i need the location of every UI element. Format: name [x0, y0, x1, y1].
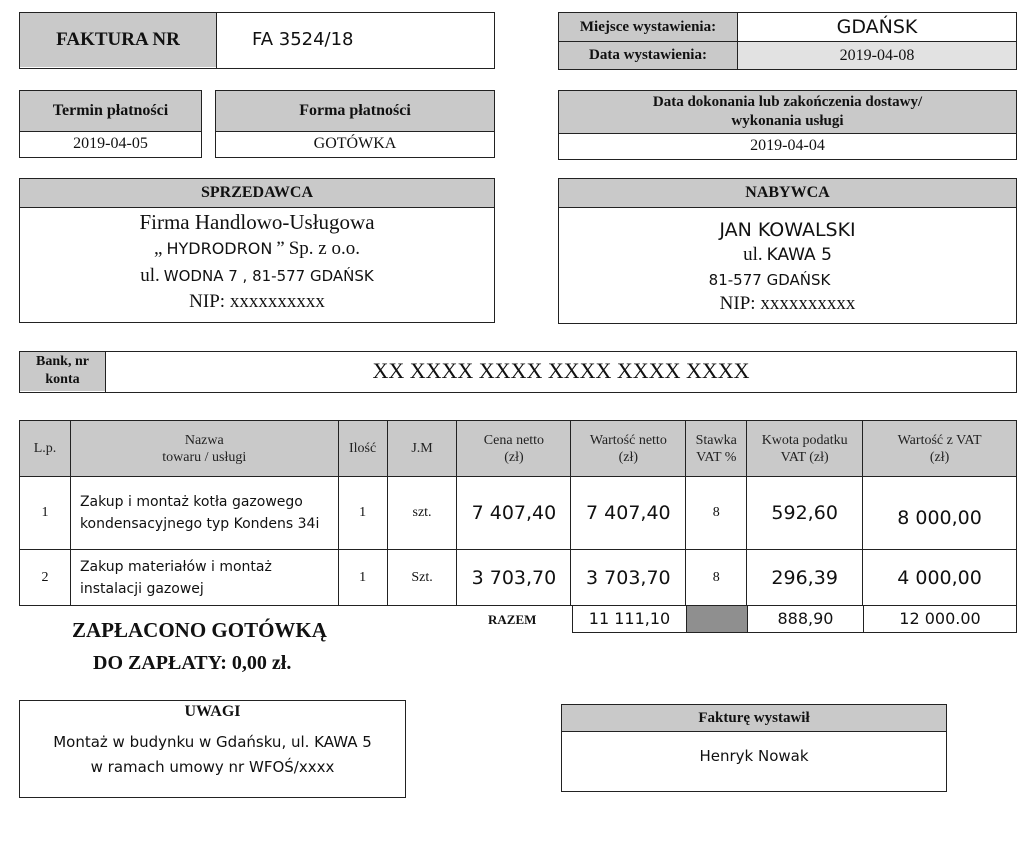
- total-vat: 888,90: [747, 605, 864, 633]
- header-gross: [863, 421, 1017, 477]
- row-name-line2: kondensacyjnego typ Kondens 34i: [79, 516, 320, 532]
- header-qty: Ilość: [338, 421, 387, 477]
- header-vat-amount-line2: VAT (zł): [780, 449, 829, 465]
- delivery-date-label: [559, 91, 1016, 133]
- seller-box: [19, 178, 495, 323]
- row-gross: 4 000,00: [863, 550, 1017, 606]
- row-net-price: 7 407,40: [457, 477, 571, 550]
- payment-due-box: [19, 90, 202, 158]
- notes-label: UWAGI: [184, 703, 241, 720]
- total-net: 11 111,10: [572, 605, 687, 633]
- bank-label-line1: Bank, nr: [36, 354, 89, 369]
- row-net-value: 7 407,40: [571, 477, 686, 550]
- notes-line2: w ramach umowy nr WFOŚ/xxxx: [90, 758, 335, 776]
- bank-account-box: [19, 351, 1017, 393]
- row-unit: szt.: [387, 477, 457, 550]
- buyer-label: NABYWCA: [559, 179, 1016, 207]
- header-gross-line2: (zł): [929, 449, 950, 465]
- buyer-city: 81-577 GDAŃSK: [708, 271, 831, 289]
- buyer-street: KAWA 5: [766, 245, 832, 265]
- header-vat-amount-line1: Kwota podatku: [761, 432, 848, 448]
- header-name: [70, 421, 338, 477]
- payment-due-label: Termin płatności: [20, 91, 201, 131]
- notes-line1: Montaż w budynku w Gdańsku, ul. KAWA 5: [53, 733, 372, 751]
- seller-street: WODNA 7 , 81-577 GDAŃSK: [163, 267, 374, 285]
- delivery-label-line1: Data dokonania lub zakończenia dostawy/: [652, 94, 923, 110]
- issue-date-label: Data wystawienia:: [559, 42, 737, 69]
- row-lp: 2: [20, 550, 71, 606]
- header-name-line1: Nazwa: [184, 432, 224, 448]
- payment-due-value: 2019-04-05: [73, 135, 148, 152]
- row-vat-amount: 592,60: [747, 477, 863, 550]
- bank-label: [20, 352, 105, 391]
- header-net-price-line2: (zł): [504, 449, 524, 465]
- notes-box: [19, 700, 406, 798]
- issue-place-label: Miejsce wystawienia:: [559, 13, 737, 41]
- bank-label-line2: konta: [45, 372, 80, 387]
- row-name-line1: Zakup materiałów i montaż: [79, 558, 272, 575]
- header-net-value-line2: (zł): [618, 449, 639, 465]
- header-name-line2: towaru / usługi: [162, 449, 247, 465]
- header-net-price: [457, 421, 571, 477]
- row-net-value: 3 703,70: [571, 550, 686, 606]
- row-gross: 8 000,00: [863, 477, 1017, 550]
- paid-in-cash-text: ZAPŁACONO GOTÓWKĄ: [72, 618, 327, 642]
- payment-form-label: Forma płatności: [216, 91, 494, 131]
- bank-account-number: XX XXXX XXXX XXXX XXXX XXXX: [372, 358, 750, 383]
- seller-quote-open: „: [154, 238, 163, 259]
- buyer-street-prefix: ul.: [743, 244, 763, 265]
- seller-name-line1: Firma Handlowo-Usługowa: [139, 210, 375, 234]
- seller-street-prefix: ul.: [140, 265, 160, 286]
- row-unit: Szt.: [387, 550, 457, 606]
- header-vat-rate-line1: Stawka: [695, 432, 737, 448]
- row-name-line1: Zakup i montaż kotła gazowego: [79, 494, 303, 510]
- row-net-price: 3 703,70: [457, 550, 571, 606]
- table-row: [20, 550, 1017, 606]
- header-unit: J.M: [387, 421, 457, 477]
- header-vat-rate-line2: VAT %: [696, 449, 737, 465]
- row-qty: 1: [338, 477, 387, 550]
- seller-label: SPRZEDAWCA: [20, 179, 494, 207]
- header-vat-amount: [747, 421, 863, 477]
- delivery-date-value: 2019-04-04: [750, 137, 825, 154]
- amount-due-text: DO ZAPŁATY: 0,00 zł.: [93, 652, 292, 674]
- header-lp: L.p.: [20, 421, 71, 477]
- table-header-row: [20, 421, 1017, 477]
- row-vat-amount: 296,39: [747, 550, 863, 606]
- buyer-nip: NIP: xxxxxxxxxx: [719, 293, 856, 314]
- header-vat-rate: [686, 421, 747, 477]
- row-vat-rate: 8: [686, 477, 747, 550]
- issue-date-value: 2019-04-08: [738, 42, 1016, 69]
- total-gross: 12 000.00: [863, 605, 1017, 633]
- header-net-value-line1: Wartość netto: [589, 432, 667, 448]
- table-row: [20, 477, 1017, 550]
- header-gross-line1: Wartość z VAT: [897, 432, 982, 448]
- row-lp: 1: [20, 477, 71, 550]
- payment-form-box: [215, 90, 495, 158]
- total-label: RAZEM: [488, 612, 537, 627]
- header-net-value: [571, 421, 686, 477]
- row-name-line2: instalacji gazowej: [79, 580, 204, 597]
- row-name: [70, 550, 338, 606]
- issue-place-date-box: [558, 12, 1017, 70]
- seller-quote-close: ”: [276, 238, 285, 259]
- row-name: [70, 477, 338, 550]
- payment-form-value: GOTÓWKA: [313, 135, 397, 152]
- delivery-date-box: [558, 90, 1017, 160]
- invoice-number-box: [19, 12, 495, 69]
- row-vat-rate: 8: [686, 550, 747, 606]
- seller-company-name: HYDRODRON: [166, 239, 273, 258]
- seller-company-suffix: Sp. z o.o.: [288, 238, 360, 259]
- issuer-box: [561, 704, 947, 792]
- total-vat-rate-blank: [686, 605, 748, 633]
- issuer-name: Henryk Nowak: [699, 747, 809, 765]
- buyer-name: JAN KOWALSKI: [719, 219, 856, 241]
- delivery-label-line2: wykonania usługi: [731, 113, 844, 129]
- invoice-number-label: FAKTURA NR: [20, 13, 216, 67]
- header-net-price-line1: Cena netto: [483, 432, 545, 448]
- issue-place-value: GDAŃSK: [836, 16, 918, 38]
- issuer-label: Fakturę wystawił: [562, 705, 946, 731]
- invoice-number-value: FA 3524/18: [252, 29, 354, 50]
- row-qty: 1: [338, 550, 387, 606]
- seller-nip: NIP: xxxxxxxxxx: [189, 291, 325, 312]
- buyer-box: [558, 178, 1017, 324]
- items-table: [19, 420, 1017, 606]
